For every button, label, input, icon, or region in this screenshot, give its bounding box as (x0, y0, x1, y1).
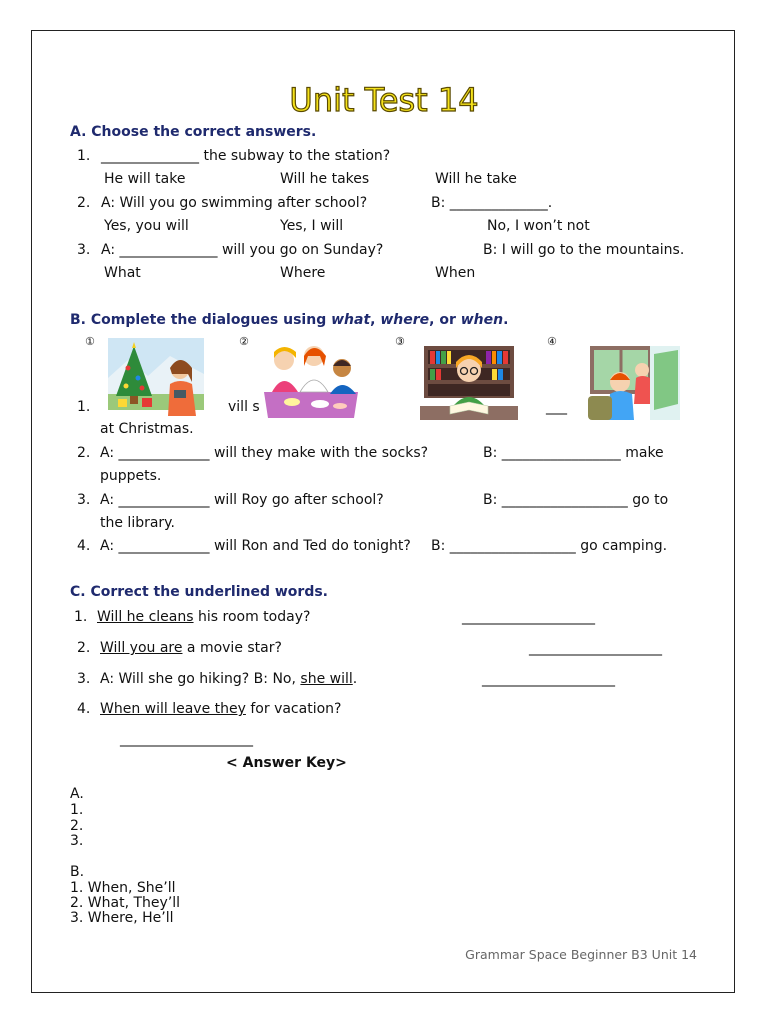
c-q1-answer-blank: ___________________ (462, 609, 595, 625)
picture-marker-3: ③ (395, 335, 405, 348)
b-q3-a: A: _____________ will Roy go after school? (100, 492, 384, 508)
camping-illustration (584, 344, 684, 422)
a-q1-number: 1. (77, 148, 91, 164)
a-q1-text: ______________ the subway to the station? (101, 148, 391, 164)
christmas-illustration (108, 338, 204, 416)
picture-marker-4: ④ (547, 335, 557, 348)
b-q4-number: 4. (77, 538, 91, 554)
section-b-heading (70, 311, 508, 329)
answer-key-a-label: A. (70, 786, 84, 802)
c-q2-rest: a movie star? (182, 640, 282, 656)
answer-key-b-label: B. (70, 864, 85, 880)
b-q2-number: 2. (77, 445, 91, 461)
c-q3-sentence (100, 670, 357, 688)
a-q2-text: A: Will you go swimming after school? (101, 195, 368, 211)
a-q2-option: Yes, I will (280, 218, 344, 234)
heading-sep: , or (429, 312, 461, 328)
c-q2-answer-blank: ___________________ (529, 640, 662, 656)
heading-sep: , (370, 312, 381, 328)
picture-marker-1: ① (85, 335, 95, 348)
library-illustration (420, 344, 518, 422)
a-q3-text: A: ______________ will you go on Sunday? (101, 242, 384, 258)
b-q4-a: A: _____________ will Ron and Ted do tonight? (100, 538, 411, 554)
b-q2-b: B: _________________ make (483, 445, 664, 461)
answer-key-a-line: 1. (70, 802, 84, 818)
b-q1-number: 1. (77, 399, 91, 415)
c-q3-pre: A: Will she go hiking? B: No, (100, 671, 301, 687)
a-q2-number: 2. (77, 195, 91, 211)
keyword-when: when (460, 312, 504, 328)
answer-key-a-line: 2. (70, 818, 84, 834)
b-q1-fragment: vill s (228, 399, 260, 415)
b-q3-number: 3. (77, 492, 91, 508)
b-q3-continuation: the library. (100, 515, 175, 531)
section-b-heading-pre: B. Complete the dialogues using (70, 312, 332, 328)
a-q1-option: Will he takes (280, 171, 370, 187)
a-q3-option: Where (280, 265, 326, 281)
c-q1-rest: his room today? (193, 609, 311, 625)
c-q4-answer-blank: ___________________ (120, 731, 253, 747)
c-q4-sentence (100, 700, 341, 718)
c-q3-underlined: she will (300, 671, 353, 687)
answer-key-heading: < Answer Key> (226, 755, 347, 771)
keyword-where: where (380, 312, 430, 328)
b-q2-continuation: puppets. (100, 468, 162, 484)
c-q3-answer-blank: ___________________ (482, 671, 615, 687)
a-q2-option: No, I won’t not (487, 218, 590, 234)
answer-key-b-line: 2. What, They’ll (70, 895, 181, 911)
c-q2-underlined: Will you are (100, 640, 183, 656)
b-q2-a: A: _____________ will they make with the socks? (100, 445, 429, 461)
section-c-heading: C. Correct the underlined words. (70, 584, 328, 600)
answer-key-a-line: 3. (70, 833, 84, 849)
a-q3-option: When (435, 265, 476, 281)
c-q4-rest: for vacation? (245, 701, 342, 717)
answer-key-b-line: 1. When, She’ll (70, 880, 176, 896)
c-q3-number: 3. (77, 671, 91, 687)
c-q1-sentence (97, 608, 310, 626)
c-q4-underlined: When will leave they (100, 701, 246, 717)
c-q1-number: 1. (74, 609, 88, 625)
a-q3-option: What (104, 265, 141, 281)
keyword-what: what (331, 312, 371, 328)
answer-key-b-line: 3. Where, He’ll (70, 910, 174, 926)
a-q3-b: B: I will go to the mountains. (483, 242, 685, 258)
picture-marker-2: ② (239, 335, 249, 348)
a-q2-b: B: ______________. (431, 195, 553, 211)
b-q1-continuation: at Christmas. (100, 421, 194, 437)
c-q3-rest: . (352, 671, 358, 687)
a-q1-option: Will he take (435, 171, 517, 187)
c-q4-number: 4. (77, 701, 91, 717)
a-q2-option: Yes, you will (104, 218, 189, 234)
section-a-heading: A. Choose the correct answers. (70, 124, 317, 140)
page-title: Unit Test 14 (289, 81, 479, 119)
a-q3-number: 3. (77, 242, 91, 258)
b-q1-blank: ___ (546, 399, 567, 415)
c-q1-underlined: Will he cleans (97, 609, 194, 625)
puppets-illustration (262, 342, 360, 418)
c-q2-sentence (100, 639, 282, 657)
b-q4-b: B: __________________ go camping. (431, 538, 668, 554)
page-footer: Grammar Space Beginner B3 Unit 14 (465, 947, 697, 962)
a-q1-option: He will take (104, 171, 186, 187)
c-q2-number: 2. (77, 640, 91, 656)
b-q3-b: B: __________________ go to (483, 492, 669, 508)
heading-end: . (503, 312, 509, 328)
